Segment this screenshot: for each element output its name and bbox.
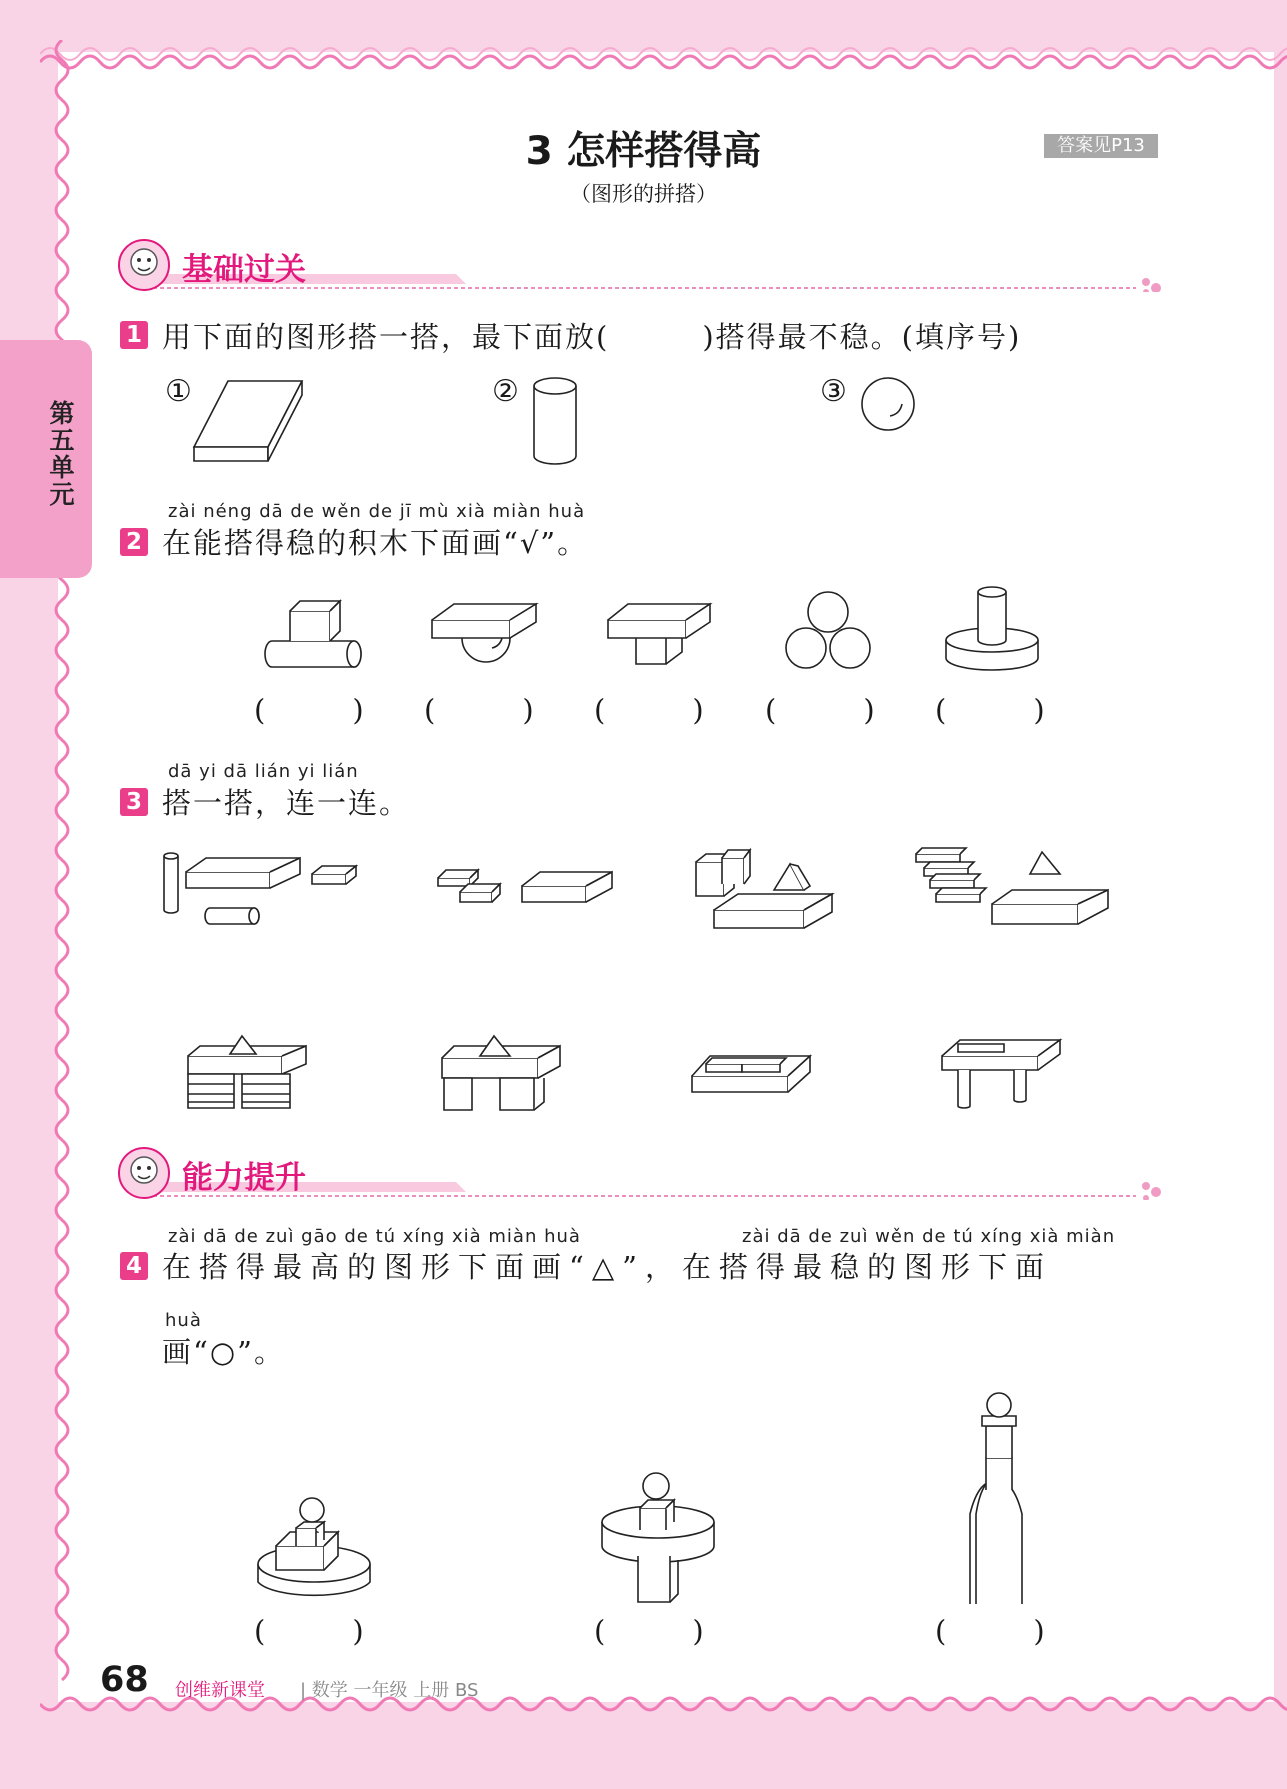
q3-structure-d[interactable] [940, 1036, 1064, 1110]
wavy-border-left [40, 40, 80, 1720]
question-3-pinyin: dā yi dā lián yi lián [168, 761, 359, 782]
q2-slab-on-sphere-figure[interactable] [430, 600, 540, 680]
page-title: 3 怎样搭得高 [525, 129, 762, 174]
question-2-text: 在能搭得稳的积木下面画“√”。 [162, 526, 589, 560]
q2-slab-on-cube-figure[interactable] [606, 598, 716, 670]
q1-option-3-label: ③ [820, 374, 847, 409]
q3-parts-set-b[interactable] [436, 866, 616, 908]
question-4-number: 4 [120, 1252, 148, 1280]
unit-side-tab [0, 340, 92, 578]
question-4-pinyin-2: zài dā de zuì wěn de tú xíng xià miàn [742, 1226, 1116, 1247]
q3-parts-set-c[interactable] [694, 844, 836, 930]
question-4-pinyin-3: huà [165, 1310, 202, 1331]
q2-answer-paren-3[interactable]: ( ) [594, 693, 704, 727]
q4-answer-paren-3[interactable]: ( ) [935, 1614, 1045, 1648]
footer-subtitle: | 数学 一年级 上册 BS [300, 1680, 479, 1701]
q2-answer-paren-2[interactable]: ( ) [424, 693, 534, 727]
q1-option-1-label: ① [165, 374, 192, 409]
q1-option-2-label: ② [492, 374, 519, 409]
question-1-text: 用下面的图形搭一搭，最下面放( )搭得最不稳。(填序号) [162, 320, 1022, 354]
question-2-number: 2 [120, 528, 148, 556]
q1-sphere-figure[interactable] [860, 376, 920, 436]
question-4-pinyin-1: zài dā de zuì gāo de tú xíng xià miàn huà [168, 1226, 581, 1247]
question-4-text-line-2: 画“○”。 [162, 1335, 285, 1369]
q3-parts-set-d[interactable] [914, 844, 1114, 928]
q2-three-spheres-figure[interactable] [782, 590, 876, 672]
q1-cylinder-figure[interactable] [530, 376, 580, 468]
q3-parts-set-a[interactable] [160, 848, 360, 918]
q2-answer-paren-4[interactable]: ( ) [765, 693, 875, 727]
section-title-advanced: 能力提升 [182, 1160, 306, 1196]
mascot-icon [117, 238, 171, 292]
q3-structure-a[interactable] [186, 1034, 310, 1110]
section-title-basic: 基础过关 [182, 252, 306, 288]
q3-structure-b[interactable] [440, 1034, 564, 1114]
question-3-number: 3 [120, 788, 148, 816]
q2-cube-on-cylinder-figure[interactable] [268, 595, 368, 673]
q2-cylinder-on-disc-figure[interactable] [942, 584, 1042, 676]
wavy-border-top [40, 34, 1287, 74]
footer-brand: 创维新课堂 [175, 1680, 265, 1701]
q4-stack-a-figure[interactable] [254, 1486, 378, 1604]
mascot-icon-2 [117, 1146, 171, 1200]
q3-structure-c[interactable] [690, 1050, 814, 1096]
unit-label: 第五单元 [46, 400, 75, 508]
q1-flat-box-figure[interactable] [190, 375, 310, 465]
page-subtitle: （图形的拼搭） [570, 182, 717, 206]
answer-reference-badge: 答案见P13 [1044, 134, 1158, 158]
q2-answer-paren-1[interactable]: ( ) [254, 693, 364, 727]
question-2-pinyin: zài néng dā de wěn de jī mù xià miàn huà [168, 501, 586, 522]
q2-answer-paren-5[interactable]: ( ) [935, 693, 1045, 727]
question-3-text: 搭一搭，连一连。 [162, 786, 411, 820]
question-1-number: 1 [120, 321, 148, 349]
q4-answer-paren-1[interactable]: ( ) [254, 1614, 364, 1648]
q4-stack-b-figure[interactable] [598, 1470, 718, 1606]
q4-stack-c-figure[interactable] [966, 1392, 1026, 1610]
page-number: 68 [100, 1660, 149, 1700]
q4-answer-paren-2[interactable]: ( ) [594, 1614, 704, 1648]
question-4-text-line-1: 在搭得最高的图形下面画“△”，在搭得最稳的图形下面 [162, 1250, 1052, 1284]
